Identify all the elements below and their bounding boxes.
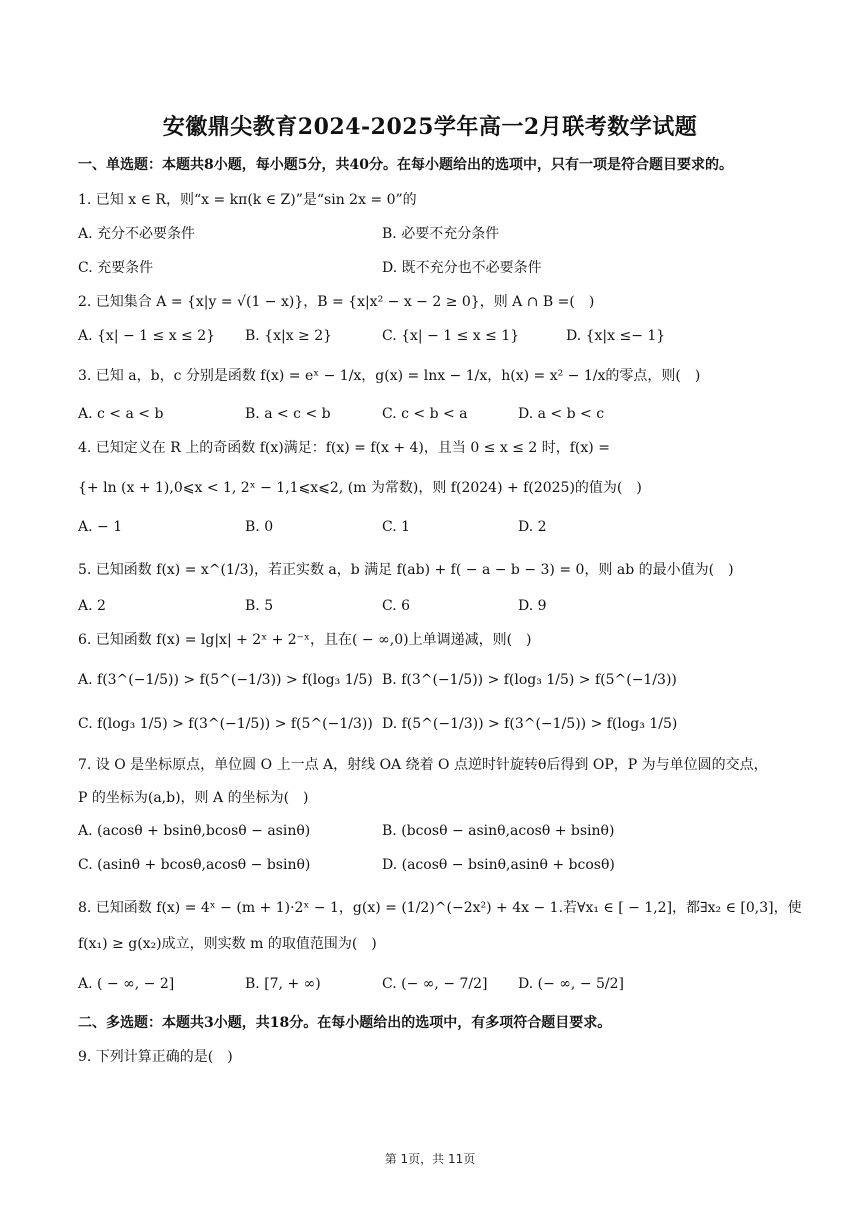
question-4-option-a: A. − 1: [78, 519, 123, 535]
question-3-option-d: D. a < b < c: [518, 406, 605, 422]
question-4-option-d: D. 2: [518, 519, 547, 535]
question-7-option-d: D. (acosθ − bsinθ,asinθ + bcosθ): [382, 857, 615, 873]
question-1-option-d: D. 既不充分也不必要条件: [382, 260, 542, 276]
question-7-stem-line-2: P 的坐标为(a,b)，则 A 的坐标为( ): [78, 790, 309, 806]
question-5-option-a: A. 2: [78, 598, 106, 614]
question-1-option-a: A. 充分不必要条件: [78, 226, 196, 242]
question-2-option-a: A. {x| − 1 ≤ x ≤ 2}: [78, 328, 216, 344]
question-6-option-d: D. f(5^(−1/3)) > f(3^(−1/5)) > f(log₃ 1/5): [382, 716, 678, 732]
question-8-stem-line-2: f(x₁) ≥ g(x₂)成立，则实数 m 的取值范围为( ): [78, 936, 377, 952]
question-3-option-c: C. c < b < a: [382, 406, 468, 422]
question-1-option-b: B. 必要不充分条件: [382, 226, 500, 242]
question-5-stem: 5. 已知函数 f(x) = x^(1/3)，若正实数 a，b 满足 f(ab) + f( − a − b − 3) = 0，则 ab 的最小值为( ): [78, 562, 734, 578]
question-4-option-c: C. 1: [382, 519, 411, 535]
question-8-option-d: D. (− ∞, − 5/2]: [518, 976, 625, 992]
question-2-stem: 2. 已知集合 A = {x|y = √(1 − x)}，B = {x|x² − x − 2 ≥ 0}，则 A ∩ B =( ): [78, 294, 595, 310]
question-3-stem: 3. 已知 a，b，c 分别是函数 f(x) = eˣ − 1/x，g(x) = lnx − 1/x，h(x) = x² − 1/x的零点，则( ): [78, 368, 701, 384]
page-footer: 第 1页，共 11页: [384, 1152, 476, 1166]
question-2-option-b: B. {x|x ≥ 2}: [245, 328, 333, 344]
question-2-option-d: D. {x|x ≤− 1}: [566, 328, 666, 344]
question-3-option-a: A. c < a < b: [78, 406, 164, 422]
question-6-option-a: A. f(3^(−1/5)) > f(5^(−1/3)) > f(log₃ 1/5): [78, 672, 373, 688]
question-1-stem: 1. 已知 x ∈ R，则“x = kπ(k ∈ Z)”是“sin 2x = 0”的: [78, 192, 417, 208]
question-7-option-c: C. (asinθ + bcosθ,acosθ − bsinθ): [78, 857, 311, 873]
question-9-stem: 9. 下列计算正确的是( ): [78, 1049, 233, 1065]
question-6-option-c: C. f(log₃ 1/5) > f(3^(−1/5)) > f(5^(−1/3)): [78, 716, 373, 732]
question-2-option-c: C. {x| − 1 ≤ x ≤ 1}: [382, 328, 520, 344]
question-8-option-b: B. [7, + ∞): [245, 976, 321, 992]
section-heading-single-choice: 一、单选题：本题共8小题，每小题5分，共40分。在每小题给出的选项中，只有一项是符合题目要求的。: [78, 157, 733, 173]
question-8-option-a: A. ( − ∞, − 2]: [78, 976, 175, 992]
question-5-option-b: B. 5: [245, 598, 274, 614]
question-4-stem-line-2: {+ ln (x + 1),0⩽x < 1, 2ˣ − 1,1⩽x⩽2, (m 为常数)，则 f(2024) + f(2025)的值为( ): [78, 480, 642, 496]
question-4-option-b: B. 0: [245, 519, 274, 535]
question-8-option-c: C. (− ∞, − 7/2]: [382, 976, 488, 992]
question-6-option-b: B. f(3^(−1/5)) > f(log₃ 1/5) > f(5^(−1/3)): [382, 672, 677, 688]
page-title: 安徽鼎尖教育2024-2025学年高一2月联考数学试题: [162, 114, 698, 140]
question-7-option-a: A. (acosθ + bsinθ,bcosθ − asinθ): [78, 823, 311, 839]
question-6-stem: 6. 已知函数 f(x) = lg|x| + 2ˣ + 2⁻ˣ，且在( − ∞,0)上单调递减，则( ): [78, 632, 532, 648]
question-7-option-b: B. (bcosθ − asinθ,acosθ + bsinθ): [382, 823, 615, 839]
question-5-option-c: C. 6: [382, 598, 411, 614]
question-8-stem-line-1: 8. 已知函数 f(x) = 4ˣ − (m + 1)·2ˣ − 1，g(x) = (1/2)^(−2x²) + 4x − 1.若∀x₁ ∈ [ − 1,2]，都∃x₂ ∈ [0,3]，使: [78, 900, 802, 916]
question-4-stem-line-1: 4. 已知定义在 R 上的奇函数 f(x)满足：f(x) = f(x + 4)，且当 0 ≤ x ≤ 2 时，f(x) =: [78, 440, 610, 456]
question-1-option-c: C. 充要条件: [78, 260, 154, 276]
question-3-option-b: B. a < c < b: [245, 406, 331, 422]
question-5-option-d: D. 9: [518, 598, 547, 614]
section-heading-multi-choice: 二、多选题：本题共3小题，共18分。在每小题给出的选项中，有多项符合题目要求。: [78, 1015, 612, 1031]
question-7-stem-line-1: 7. 设 O 是坐标原点，单位圆 O 上一点 A，射线 OA 绕着 O 点逆时针旋转θ后得到 OP，P 为与单位圆的交点，: [78, 757, 768, 773]
